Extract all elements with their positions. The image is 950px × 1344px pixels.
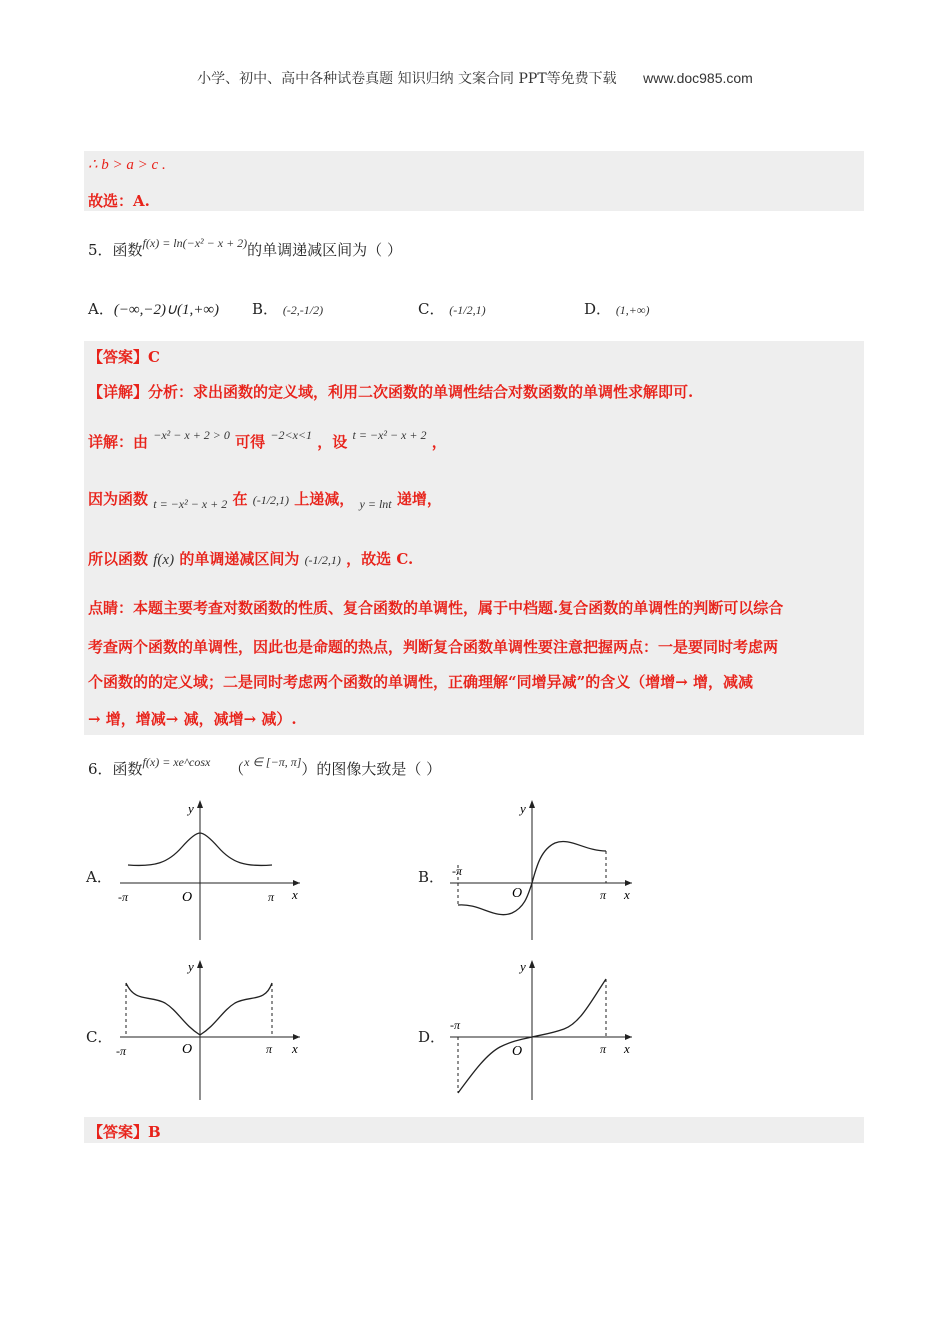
q6-domain: x ∈ [−π, π] <box>244 755 302 769</box>
answer5-label: 【答案】C <box>88 348 160 366</box>
answer5-detail-line1: 详解：由 $^{-x^2 - x + 2 > 0}$ 可得 $^{-2<x<1}$ ，设 $^{t = -x^2 - x + 2}$ ， <box>88 428 447 451</box>
q6-graph-b[interactable] <box>440 795 640 949</box>
q6-option-d-label[interactable]: D． <box>418 1028 446 1046</box>
q5-option-b-text: (-2,-1/2) <box>282 303 324 317</box>
q5-option-a[interactable]: A．(−∞,−2)∪(1,+∞) <box>88 300 220 318</box>
choice-line: 故选：A. <box>88 192 150 210</box>
solution-block-prev <box>84 151 864 211</box>
graph-b-neg-pi: -π <box>452 864 463 878</box>
graph-b-origin: O <box>512 886 523 901</box>
graph-a-x-label: x <box>292 887 298 902</box>
q5-option-b[interactable]: B． (-2,-1/2) <box>252 300 324 318</box>
graph-a-y-label: y <box>188 801 194 816</box>
graph-c-neg-pi: -π <box>116 1044 127 1058</box>
q6-option-c-label[interactable]: C． <box>86 1028 113 1046</box>
q6-graph-c[interactable] <box>110 955 310 1109</box>
graph-b-x-label: x <box>624 887 630 902</box>
graph-d-pi: π <box>600 1042 607 1056</box>
q6-stem: 6．函数$^{f(x) = xe\^{}cosx}$ （$^{x \in [-\pi, \pi]}$）的图像大致是（ ） <box>88 755 442 778</box>
answer6-block <box>84 1117 864 1143</box>
graph-c-x-label: x <box>292 1041 298 1056</box>
graph-a-neg-pi: -π <box>118 890 129 904</box>
q6-graph-d[interactable] <box>440 955 640 1109</box>
answer5-comment-line3: 个函数的的定义域；二是同时考虑两个函数的单调性，正确理解“同增异减”的含义（增增→ 增，减减 <box>88 673 754 691</box>
graph-d-neg-pi: -π <box>450 1018 461 1032</box>
answer5-detail-line2: 因为函数 $_{t = -x^2 - x + 2}$ 在 (-1/2,1) 上递减， $_{y = lnt}$ 递增， <box>88 490 442 511</box>
header-url[interactable]: www.doc985.com <box>643 70 753 86</box>
answer5-comment-line2: 考查两个函数的单调性，因此也是命题的热点，判断复合函数单调性要注意把握两点：一是要同时考虑两 <box>88 638 779 656</box>
q5-option-c[interactable]: C． (-1/2,1) <box>418 300 486 318</box>
graph-a-origin: O <box>182 890 193 905</box>
q5-option-d[interactable]: D． (1,+∞) <box>584 300 650 318</box>
header-text: 小学、初中、高中各种试卷真题 知识归纳 文案合同 PPT等免费下载 <box>197 71 617 87</box>
q6-option-b-label[interactable]: B． <box>418 868 445 886</box>
graph-c-pi: π <box>266 1042 273 1056</box>
q5-option-d-text: (1,+∞) <box>615 303 650 317</box>
q6-func: f(x) = xe^cosx <box>142 755 211 769</box>
q6-graph-a[interactable] <box>110 795 310 949</box>
q5-func: f(x) = ln(−x² − x + 2) <box>142 236 248 250</box>
answer6-label: 【答案】B <box>88 1123 161 1141</box>
graph-c-origin: O <box>182 1042 193 1057</box>
graph-d-x-label: x <box>624 1041 630 1056</box>
answer5-detail-line3: 所以函数 f(x) 的单调递减区间为 (-1/2,1) ，故选 C. <box>88 550 414 568</box>
graph-a-pi: π <box>268 890 275 904</box>
q5-stem: 5．函数$^{f(x) = ln(-x^2 - x + 2)}$的单调递减区间为（ ） <box>88 236 402 259</box>
answer5-comment-line4: → 增，增减→ 减，减增→ 减）. <box>88 710 297 728</box>
answer5-analysis: 【详解】分析：求出函数的定义域，利用二次函数的单调性结合对数函数的单调性求解即可. <box>88 383 694 401</box>
q6-option-a-label[interactable]: A． <box>86 868 112 886</box>
page-header <box>0 68 950 88</box>
graph-d-origin: O <box>512 1044 523 1059</box>
graph-b-y-label: y <box>520 801 526 816</box>
q5-option-c-text: (-1/2,1) <box>449 303 486 317</box>
graph-b-pi: π <box>600 888 607 902</box>
answer5-comment-line1: 点睛：本题主要考查对数函数的性质、复合函数的单调性，属于中档题.复合函数的单调性的判断可以综合 <box>88 599 784 617</box>
graph-c-y-label: y <box>188 959 194 974</box>
graph-d-y-label: y <box>520 959 526 974</box>
therefore-line: ∴ b > a > c . <box>88 157 166 173</box>
